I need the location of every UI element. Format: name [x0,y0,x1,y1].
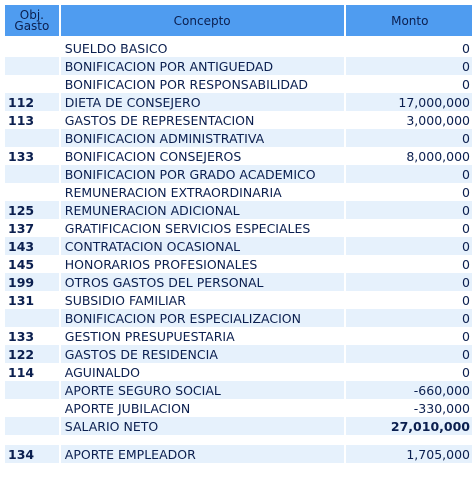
cell-monto: 0 [346,273,472,291]
cell-obj-gasto: 122 [5,345,59,363]
table-body [5,39,472,435]
cell-monto: 0 [346,363,472,381]
cell-obj-gasto: 134 [5,445,59,463]
table-row [5,255,472,273]
table-row [5,129,472,147]
table-row [5,399,472,417]
cell-monto: 0 [346,39,472,57]
table-header [5,5,472,36]
table-row [5,75,472,93]
cell-obj-gasto: 143 [5,237,59,255]
table-row [5,309,472,327]
cell-obj-gasto [5,57,59,75]
cell-obj-gasto: 199 [5,273,59,291]
cell-monto: 0 [346,183,472,201]
cell-monto: 0 [346,201,472,219]
cell-concepto: APORTE EMPLEADOR [61,445,344,463]
cell-monto: 0 [346,327,472,345]
table-row [5,327,472,345]
cell-monto: 0 [346,291,472,309]
table-row [5,291,472,309]
cell-obj-gasto: 112 [5,93,59,111]
cell-concepto: GRATIFICACION SERVICIOS ESPECIALES [61,219,344,237]
cell-obj-gasto: 131 [5,291,59,309]
cell-concepto: GESTION PRESUPUESTARIA [61,327,344,345]
table-row [5,39,472,57]
cell-monto: 1,705,000 [346,445,472,463]
cell-monto: -660,000 [346,381,472,399]
cell-concepto: BONIFICACION POR GRADO ACADEMICO [61,165,344,183]
cell-concepto: BONIFICACION POR RESPONSABILIDAD [61,75,344,93]
cell-obj-gasto [5,399,59,417]
table-row [5,237,472,255]
cell-obj-gasto: 114 [5,363,59,381]
table-row [5,183,472,201]
cell-concepto: BONIFICACION POR ESPECIALIZACION [61,309,344,327]
header-obj-gasto-line1: Obj. [19,7,44,22]
cell-monto: 27,010,000 [346,417,472,435]
cell-concepto: DIETA DE CONSEJERO [61,93,344,111]
table-row [5,111,472,129]
table-row [5,345,472,363]
table-row [5,93,472,111]
cell-monto: 0 [346,165,472,183]
cell-obj-gasto [5,417,59,435]
cell-monto: 0 [346,255,472,273]
cell-monto: 8,000,000 [346,147,472,165]
header-concepto: Concepto [61,5,344,36]
cell-monto: 0 [346,129,472,147]
cell-monto: 3,000,000 [346,111,472,129]
cell-obj-gasto: 133 [5,147,59,165]
table-row-aporte-empleador [5,445,472,463]
cell-monto: 0 [346,75,472,93]
cell-obj-gasto [5,165,59,183]
cell-concepto: BONIFICACION POR ANTIGUEDAD [61,57,344,75]
cell-concepto: GASTOS DE REPRESENTACION [61,111,344,129]
cell-concepto: SALARIO NETO [61,417,344,435]
cell-monto: -330,000 [346,399,472,417]
cell-obj-gasto [5,309,59,327]
cell-obj-gasto: 137 [5,219,59,237]
table-row [5,363,472,381]
table-row [5,417,472,435]
cell-concepto: SUBSIDIO FAMILIAR [61,291,344,309]
cell-concepto: AGUINALDO [61,363,344,381]
cell-concepto: BONIFICACION CONSEJEROS [61,147,344,165]
cell-obj-gasto: 133 [5,327,59,345]
cell-concepto: SUELDO BASICO [61,39,344,57]
table-row [5,219,472,237]
cell-concepto: CONTRATACION OCASIONAL [61,237,344,255]
table-spacer [5,435,472,445]
cell-concepto: HONORARIOS PROFESIONALES [61,255,344,273]
cell-concepto: BONIFICACION ADMINISTRATIVA [61,129,344,147]
cell-obj-gasto: 125 [5,201,59,219]
header-monto: Monto [346,5,472,36]
cell-monto: 0 [346,57,472,75]
cell-obj-gasto: 113 [5,111,59,129]
cell-concepto: GASTOS DE RESIDENCIA [61,345,344,363]
cell-obj-gasto [5,39,59,57]
cell-monto: 0 [346,219,472,237]
cell-monto: 0 [346,309,472,327]
table-row [5,57,472,75]
table-row [5,381,472,399]
cell-concepto: OTROS GASTOS DEL PERSONAL [61,273,344,291]
header-obj-gasto-line2: Gasto [14,18,50,33]
cell-obj-gasto [5,75,59,93]
cell-obj-gasto [5,183,59,201]
header-obj-gasto [5,5,59,36]
table-row [5,273,472,291]
cell-obj-gasto [5,129,59,147]
cell-concepto: APORTE JUBILACION [61,399,344,417]
cell-monto: 0 [346,345,472,363]
table-row [5,201,472,219]
cell-concepto: REMUNERACION ADICIONAL [61,201,344,219]
cell-monto: 0 [346,237,472,255]
cell-obj-gasto [5,381,59,399]
table-row [5,165,472,183]
cell-concepto: REMUNERACION EXTRAORDINARIA [61,183,344,201]
budget-table [5,5,472,463]
cell-monto: 17,000,000 [346,93,472,111]
cell-obj-gasto: 145 [5,255,59,273]
cell-concepto: APORTE SEGURO SOCIAL [61,381,344,399]
table-row [5,147,472,165]
